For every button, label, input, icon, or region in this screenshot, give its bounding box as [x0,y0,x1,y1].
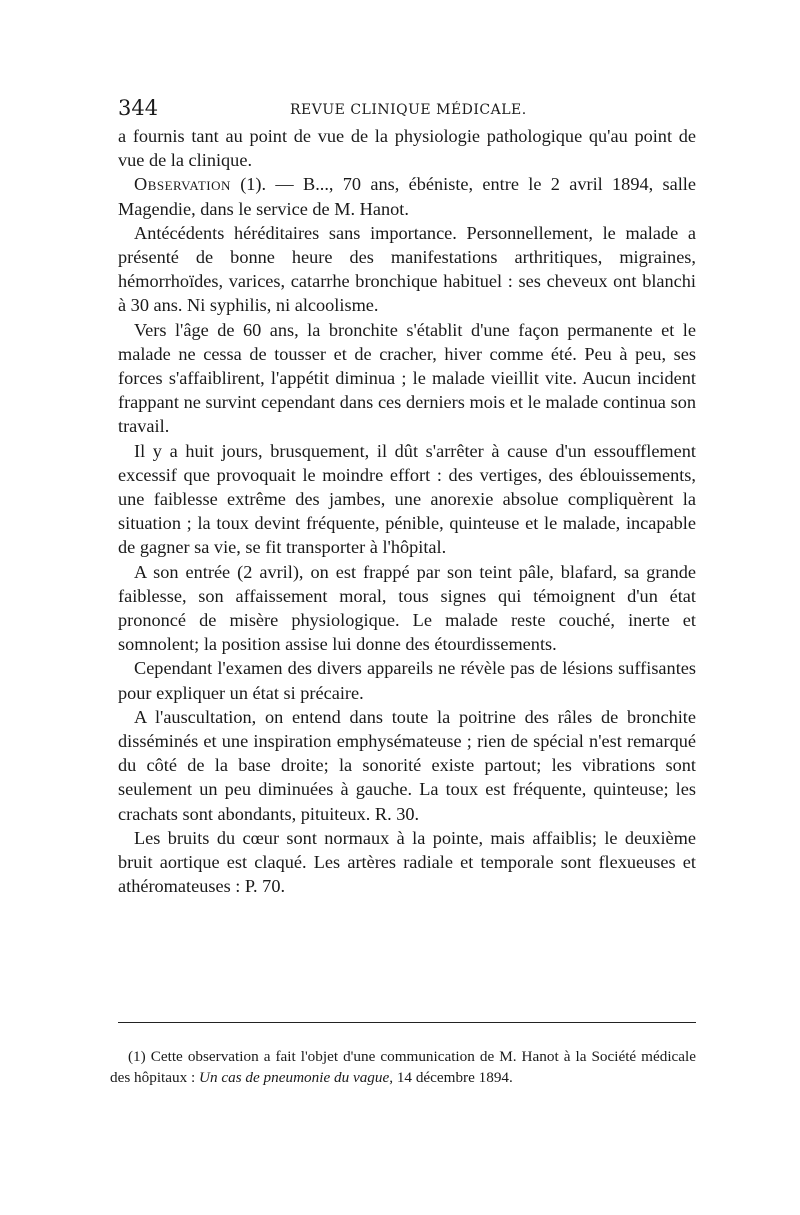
paragraph-examination: Cependant l'examen des divers appareils ne révèle pas de lésions suffisantes pour expliquer un état si précaire. [118,658,696,703]
footnote [110,1046,696,1088]
footnote-title: Un cas de pneumonie du vague [199,1069,390,1086]
page-number: 344 [118,96,159,120]
paragraph-antecedents: Antécédents héréditaires sans importance. Personnellement, le malade a présenté de bonne heure des manifestations arthritiques, migraines, hémorrhoïdes, varices, catarrhe bronchique habituel : ses cheveux ont blanchi à 30 ans. Ni syphilis, ni alcoolisme. [118,222,696,316]
paragraph-admission: A son entrée (2 avril), on est frappé par son teint pâle, blafard, sa grande faiblesse, son affaissement moral, tous signes qui témoignent d'un état prononcé de misère physiologique. Le malade reste couché, inerte et somnolent; la position assise lui donne des étourdissements. [118,561,696,655]
paragraph-continuation: a fournis tant au point de vue de la physiologie pathologique qu'au point de vue de la clinique. [118,126,696,171]
paragraph-observation [118,172,696,220]
paragraph-heart: Les bruits du cœur sont normaux à la pointe, mais affaiblis; le deuxième bruit aortique est claqué. Les artères radiale et temporale sont flexueuses et athéromateuses : P. 70. [118,827,696,897]
paragraph-history: Vers l'âge de 60 ans, la bronchite s'établit d'une façon permanente et le malade ne cessa de tousser et de cracher, hiver comme été. Peu à peu, ses forces s'affaiblirent, l'appétit diminua ; le malade vieillit vite. Aucun incident frappant ne survint cependant dans ces derniers mois et le malade continua son travail. [118,319,696,437]
page-header [118,96,698,126]
body-text [118,124,696,899]
footnote-date: , 14 décembre 1894. [389,1069,513,1086]
observation-text: (1). — B..., 70 ans, ébéniste, entre le 2 avril 1894, salle Magendie, dans le service de M. Hanot. [118,174,696,219]
footnote-lead: (1) Cette observation a fait l'objet d'une communication de M. Hanot à la Société médicale des hôpitaux : [110,1048,696,1086]
footnote-divider [118,1022,696,1023]
paragraph-auscultation: A l'auscultation, on entend dans toute la poitrine des râles de bronchite disséminés et une inspiration emphysémateuse ; rien de spécial n'est remarqué du côté de la base droite; la sonorité existe partout; les vibrations sont seulement un peu diminuées à gauche. La toux est fréquente, quinteuse; les crachats sont abondants, pituiteux. R. 30. [118,706,696,824]
footnote-text [110,1046,696,1088]
paragraph-onset: Il y a huit jours, brusquement, il dût s'arrêter à cause d'un essoufflement excessif que provoquait le moindre effort : des vertiges, des éblouissements, une faiblesse extrême des jambes, une anorexie absolue compliquèrent la situation ; la toux devint fréquente, pénible, quinteuse et le malade, incapable de gagner sa vie, se fit transporter à l'hôpital. [118,440,696,558]
observation-label: Observation [134,174,231,195]
running-head: REVUE CLINIQUE MÉDICALE. [290,102,527,118]
